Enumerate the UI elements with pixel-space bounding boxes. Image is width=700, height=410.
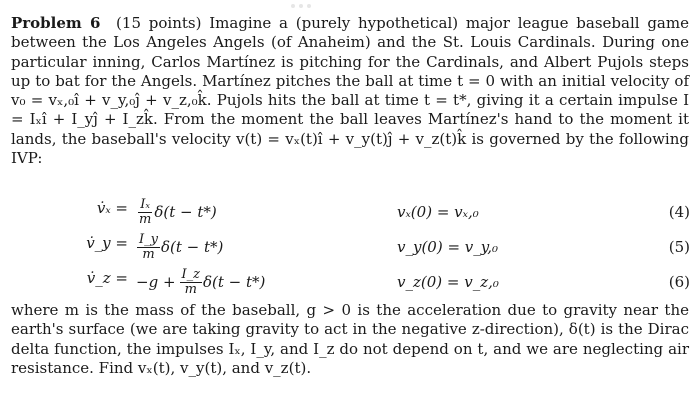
- equation-number: (4): [668, 203, 690, 221]
- problem-question: where m is the mass of the baseball, g > 0 is the acceleration due to gravity near the earth's surface (we are taking gravity to act in the negative z-direction), δ(t) is the Dirac delta function, the impulses Iₓ, I_y, and I_z do not depend on t, and we are neglecting air resistance. Find vₓ(t), v_y(t), and v_z(t).: [11, 301, 689, 377]
- equation-rhs: $\frac{I\_y}{m}$ δ(t − t*): [139, 231, 224, 262]
- equation-lhs: v̇_z =: [86, 269, 128, 287]
- problem-number: Problem 6: [11, 14, 101, 32]
- initial-condition: v_y(0) = v_y,₀: [397, 238, 499, 256]
- equation-number: (5): [668, 238, 690, 256]
- initial-condition: vₓ(0) = vₓ,₀: [397, 203, 479, 221]
- problem-intro-text: (15 points) Imagine a (purely hypothetical) major league baseball game between the Los Angeles Angels (of Anaheim) and the St. Louis Cardinals. During one particular inning, Carlos Martínez is pitching for the Cardinals, and Albert Pujols steps up to bat for the Angels. Martínez pitches the ball at time t = 0 with an initial velocity of v₀ = vₓ,₀î + v_y,₀ĵ + v_z,₀k̂. Pujols hits the ball at time t = t*, giving it a certain impulse I = Iₓî + I_yĵ + I_zk̂. From the moment the ball leaves Martínez's hand to the moment it lands, the baseball's velocity v(t) = vₓ(t)î + v_y(t)ĵ + v_z(t)k̂ is governed by the following IVP:: [11, 14, 689, 168]
- fraction: $\frac{I\_y}{m}$: [139, 231, 158, 262]
- window-drag-handle: [0, 0, 700, 10]
- equation-lhs: v̇_y =: [86, 234, 128, 252]
- equation-number: (6): [668, 273, 690, 291]
- initial-condition: v_z(0) = v_z,₀: [397, 273, 499, 291]
- equation-row: [0, 228, 700, 266]
- fraction: $\frac{I\_z}{m}$: [181, 266, 200, 297]
- problem-statement: [11, 14, 689, 168]
- equation-lhs: v̇ₓ =: [96, 199, 128, 217]
- equation-row: [0, 263, 700, 301]
- equation-rhs: −g + $\frac{I\_z}{m}$ δ(t − t*): [136, 266, 266, 297]
- equation-rhs: $\frac{\text{Iₓ}}{m}$ δ(t − t*): [139, 196, 217, 227]
- fraction: $\frac{\text{Iₓ}}{m}$: [139, 196, 152, 227]
- equation-row: [0, 193, 700, 231]
